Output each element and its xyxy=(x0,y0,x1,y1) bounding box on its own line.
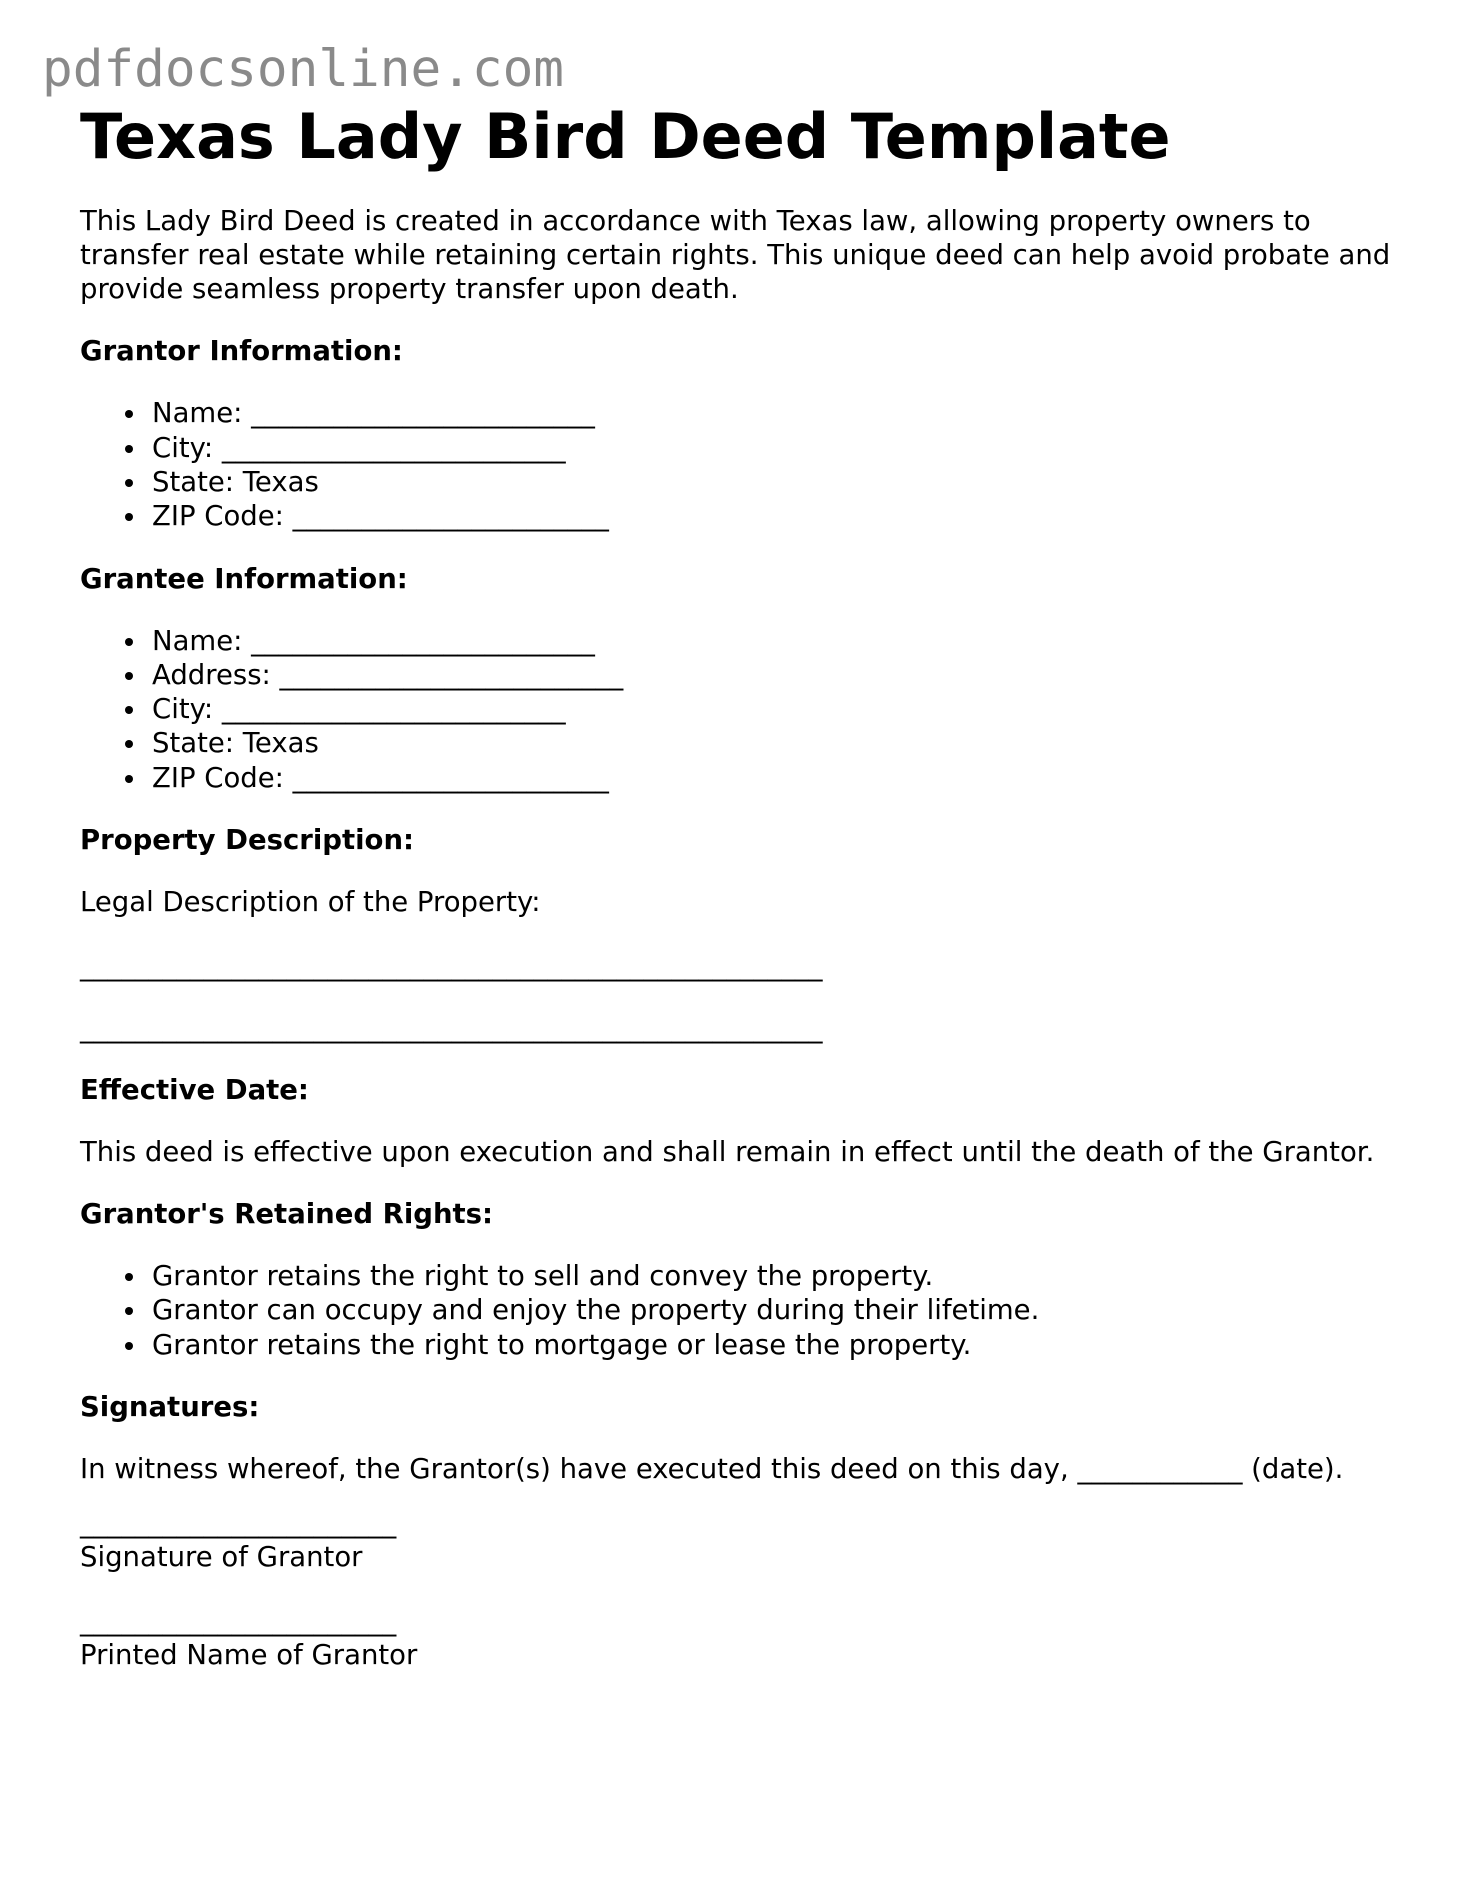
grantor-city-field: City: _________________________ xyxy=(152,431,1400,465)
watermark: pdfdocsonline.com xyxy=(42,40,564,99)
signatures-heading: Signatures: xyxy=(80,1390,260,1423)
grantee-address-field: Address: _________________________ xyxy=(152,658,1400,692)
right-occupy: Grantor can occupy and enjoy the property during their lifetime. xyxy=(152,1293,1400,1327)
grantee-heading: Grantee Information: xyxy=(80,562,408,595)
printed-name-label: Printed Name of Grantor xyxy=(80,1638,418,1671)
printed-name-block xyxy=(80,1604,1400,1672)
legal-description-line-1: ______________________________________________________ xyxy=(80,950,823,983)
right-sell: Grantor retains the right to sell and convey the property. xyxy=(152,1259,1400,1293)
property-heading: Property Description: xyxy=(80,824,415,857)
signature-line: _______________________ xyxy=(80,1506,397,1539)
grantor-zip-field: ZIP Code: _______________________ xyxy=(152,499,1400,533)
right-mortgage: Grantor retains the right to mortgage or lease the property. xyxy=(152,1328,1400,1362)
grantor-list xyxy=(80,396,1400,533)
grantee-name-field: Name: _________________________ xyxy=(152,624,1400,658)
intro-paragraph: This Lady Bird Deed is created in accordance with Texas law, allowing property owners to transfer real estate while retaining certain rights. This unique deed can help avoid probate and provide seamless property transfer upon death. xyxy=(80,205,1391,306)
grantor-state-field: State: Texas xyxy=(152,465,1400,499)
retained-rights-list xyxy=(80,1259,1400,1362)
property-label: Legal Description of the Property: xyxy=(80,886,541,919)
witness-text: In witness whereof, the Grantor(s) have executed this deed on this day, ____________ (date). xyxy=(80,1452,1344,1485)
grantee-city-field: City: _________________________ xyxy=(152,692,1400,726)
grantee-list xyxy=(80,624,1400,795)
effective-date-heading: Effective Date: xyxy=(80,1074,309,1107)
effective-date-text: This deed is effective upon execution and shall remain in effect until the death of the Grantor. xyxy=(80,1136,1375,1169)
grantor-heading: Grantor Information: xyxy=(80,335,403,368)
document-page xyxy=(80,100,1400,1672)
legal-description-line-2: ______________________________________________________ xyxy=(80,1012,823,1045)
printed-name-line: _______________________ xyxy=(80,1604,397,1637)
grantee-state-field: State: Texas xyxy=(152,726,1400,760)
signature-block xyxy=(80,1506,1400,1574)
retained-rights-heading: Grantor's Retained Rights: xyxy=(80,1198,494,1231)
grantor-name-field: Name: _________________________ xyxy=(152,396,1400,430)
signature-label: Signature of Grantor xyxy=(80,1540,363,1573)
grantee-zip-field: ZIP Code: _______________________ xyxy=(152,761,1400,795)
page-title: Texas Lady Bird Deed Template xyxy=(80,100,1171,173)
